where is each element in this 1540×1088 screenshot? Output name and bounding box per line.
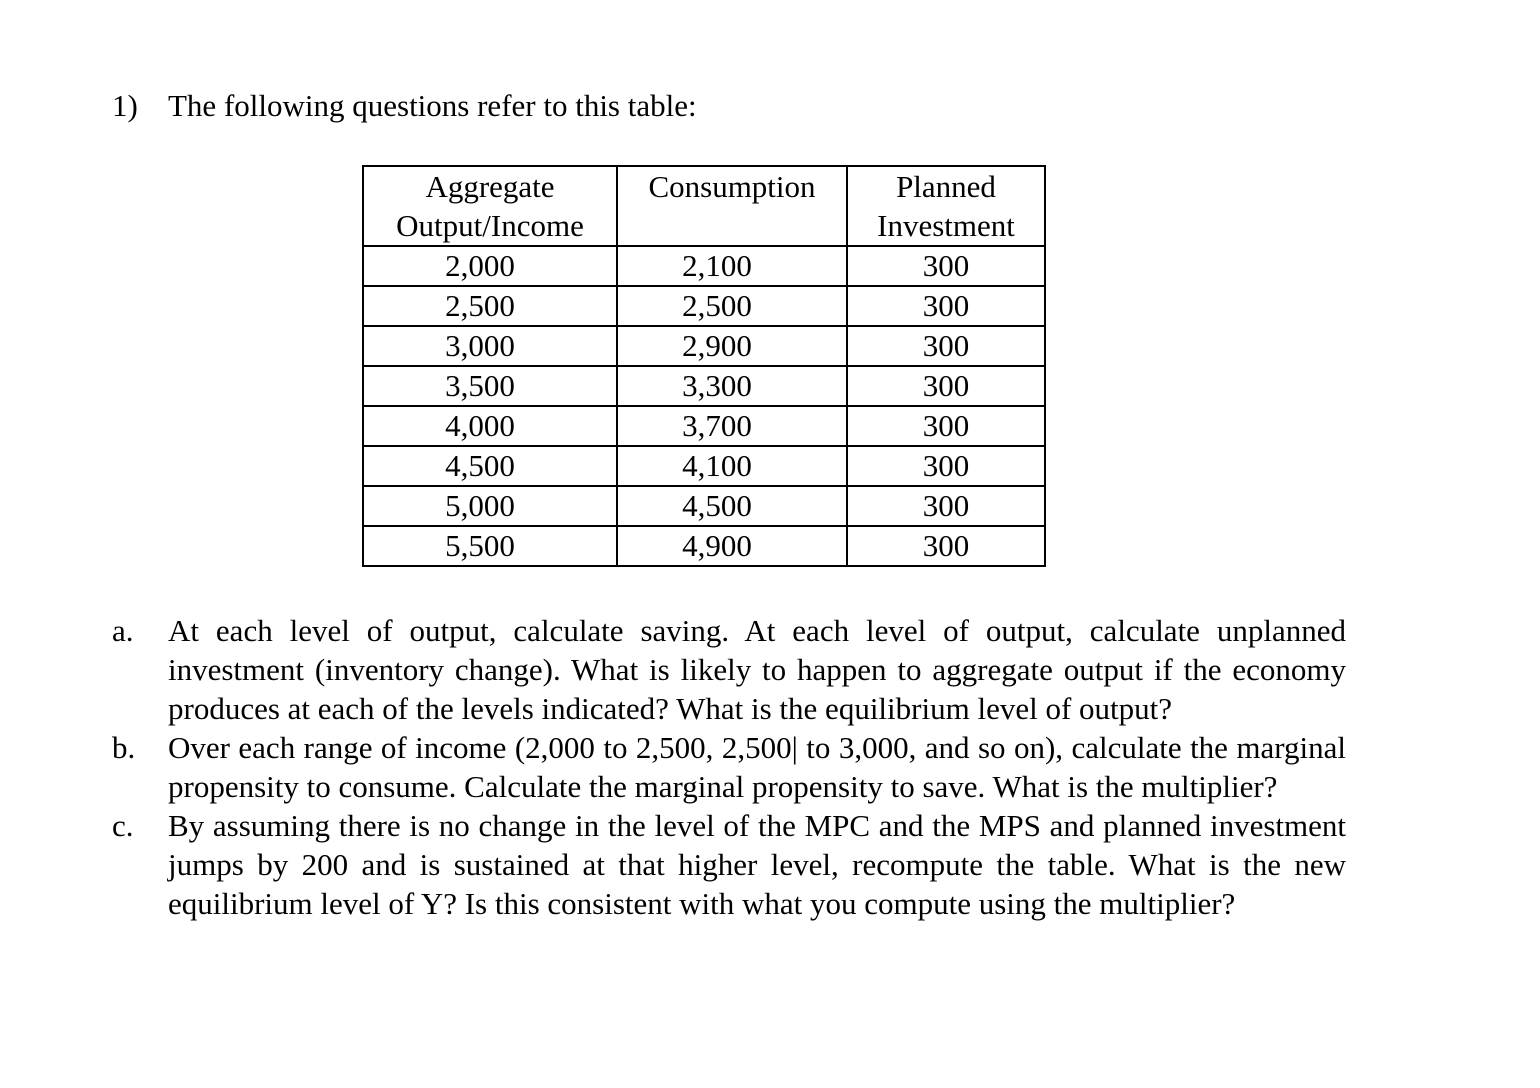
sub-question-b (112, 728, 1346, 806)
cell-output: 5,000 (363, 486, 617, 526)
cell-planned-investment: 300 (847, 446, 1045, 486)
cell-consumption: 3,700 (617, 406, 847, 446)
cell-output: 2,000 (363, 246, 617, 286)
cell-consumption: 4,500 (617, 486, 847, 526)
cell-planned-investment: 300 (847, 526, 1045, 566)
header-line: Consumption (648, 169, 816, 204)
cell-output: 4,000 (363, 406, 617, 446)
cell-consumption: 4,900 (617, 526, 847, 566)
header-line: Planned (896, 169, 996, 204)
cell-consumption: 2,900 (617, 326, 847, 366)
table-row (363, 446, 1045, 486)
cell-planned-investment: 300 (847, 246, 1045, 286)
table-row (363, 366, 1045, 406)
cell-planned-investment: 300 (847, 406, 1045, 446)
header-consumption (617, 166, 847, 246)
cell-consumption: 3,300 (617, 366, 847, 406)
cell-output: 5,500 (363, 526, 617, 566)
header-line: Aggregate (425, 169, 555, 204)
sub-question-text: At each level of output, calculate saving. At each level of output, calculate unplanned investment (inventory change). What is likely to happen to aggregate output if the economy produces at each of the levels indicated? What is the equilibrium level of output? (168, 613, 1346, 726)
sub-question-a (112, 611, 1346, 728)
sub-question-marker: a. (112, 613, 134, 648)
table-header-row (363, 166, 1045, 246)
question-heading (112, 86, 697, 126)
cell-output: 2,500 (363, 286, 617, 326)
table-row (363, 286, 1045, 326)
cell-planned-investment: 300 (847, 486, 1045, 526)
sub-question-marker: c. (112, 808, 134, 843)
table-row (363, 326, 1045, 366)
header-line: Output/Income (396, 208, 584, 243)
cell-output: 3,000 (363, 326, 617, 366)
cell-planned-investment: 300 (847, 286, 1045, 326)
question-intro: The following questions refer to this table: (168, 88, 697, 123)
sub-questions-list (112, 611, 1346, 923)
header-aggregate-output (363, 166, 617, 246)
table-row (363, 246, 1045, 286)
sub-question-text: By assuming there is no change in the level of the MPC and the MPS and planned investment jumps by 200 and is sustained at that higher level, recompute the table. What is the new equilibrium level of Y? Is this consistent with what you compute using the multiplier? (168, 808, 1346, 921)
cell-consumption: 4,100 (617, 446, 847, 486)
cell-consumption: 2,100 (617, 246, 847, 286)
cell-output: 3,500 (363, 366, 617, 406)
sub-question-text: Over each range of income (2,000 to 2,500, 2,500| to 3,000, and so on), calculate the marginal propensity to consume. Calculate the marginal propensity to save. What is the multiplier? (168, 730, 1346, 804)
question-number: 1) (112, 88, 138, 123)
data-table (362, 165, 1046, 567)
table-row (363, 486, 1045, 526)
sub-question-marker: b. (112, 730, 136, 765)
header-line: Investment (877, 208, 1015, 243)
cell-consumption: 2,500 (617, 286, 847, 326)
sub-question-c (112, 806, 1346, 923)
table-row (363, 526, 1045, 566)
table-row (363, 406, 1045, 446)
cell-planned-investment: 300 (847, 366, 1045, 406)
cell-output: 4,500 (363, 446, 617, 486)
cell-planned-investment: 300 (847, 326, 1045, 366)
header-planned-investment (847, 166, 1045, 246)
